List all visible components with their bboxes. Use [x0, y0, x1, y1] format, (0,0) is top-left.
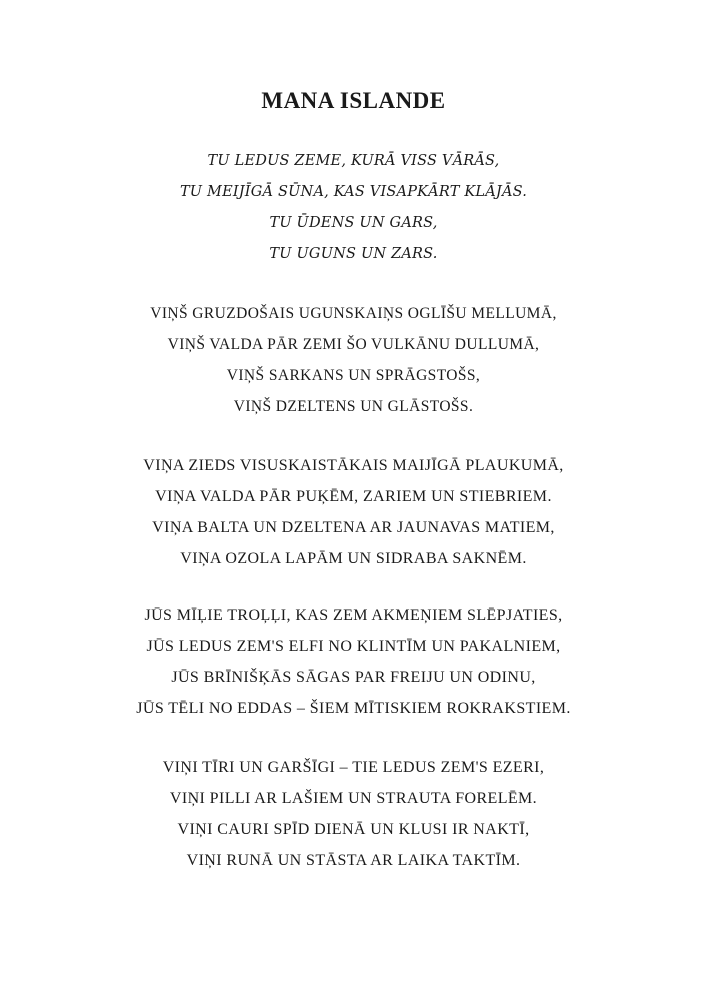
stanza-3 [0, 450, 707, 574]
stanza-1-line-4: TU UGUNS UN ZARS. [269, 246, 438, 262]
stanza-3-line-3: VIŅA BALTA UN DZELTENA AR JAUNAVAS MATIEM, [152, 519, 555, 536]
stanza-3-line-1: VIŅA ZIEDS VISUSKAISTĀKAIS MAIJĪGĀ PLAUKUMĀ, [143, 457, 564, 474]
stanza-1-line-1: TU LEDUS ZEME, KURĀ VISS VĀRĀS, [207, 153, 500, 169]
stanza-2 [0, 298, 707, 422]
stanza-5-line-4: VIŅI RUNĀ UN STĀSTA AR LAIKA TAKTĪM. [186, 852, 521, 869]
stanza-1-line-2: TU MEIJĪGĀ SŪNA, KAS VISAPKĀRT KLĀJĀS. [179, 184, 528, 200]
stanza-3-line-4: VIŅA OZOLA LAPĀM UN SIDRABA SAKNĒM. [180, 550, 527, 567]
stanza-4 [0, 600, 707, 724]
stanza-2-line-4: VIŅŠ DZELTENS UN GLĀSTOŠS. [233, 398, 474, 415]
stanza-4-line-2: JŪS LEDUS ZEM'S ELFI NO KLINTĪM UN PAKALNIEM, [146, 638, 561, 655]
stanza-3-line-2: VIŅA VALDA PĀR PUĶĒM, ZARIEM UN STIEBRIEM. [155, 488, 552, 505]
stanza-4-line-1: JŪS MĪĻIE TROĻĻI, KAS ZEM AKMEŅIEM SLĒPJATIES, [144, 607, 563, 624]
stanza-2-line-2: VIŅŠ VALDA PĀR ZEMI ŠO VULKĀNU DULLUMĀ, [167, 336, 540, 353]
stanza-5-line-2: VIŅI PILLI AR LAŠIEM UN STRAUTA FORELĒM. [169, 790, 538, 807]
stanza-4-line-3: JŪS BRĪNIŠĶĀS SĀGAS PAR FREIJU UN ODINU, [171, 669, 536, 686]
stanza-1 [0, 146, 707, 270]
stanza-4-line-4: JŪS TĒLI NO EDDAS – ŠIEM MĪTISKIEM ROKRAKSTIEM. [136, 700, 571, 717]
stanza-5 [0, 752, 707, 876]
stanza-5-line-1: VIŅI TĪRI UN GARŠĪGI – TIE LEDUS ZEM'S EZERI, [162, 759, 545, 776]
stanza-2-line-3: VIŅŠ SARKANS UN SPRĀGSTOŠS, [226, 367, 481, 384]
stanza-1-line-3: TU ŪDENS UN GARS, [269, 215, 438, 231]
stanza-5-line-3: VIŅI CAURI SPĪD DIENĀ UN KLUSI IR NAKTĪ, [177, 821, 530, 838]
stanza-2-line-1: VIŅŠ GRUZDOŠAIS UGUNSKAIŅS OGLĪŠU MELLUMĀ, [150, 305, 557, 322]
poem-title: MANA ISLANDE [261, 88, 446, 113]
